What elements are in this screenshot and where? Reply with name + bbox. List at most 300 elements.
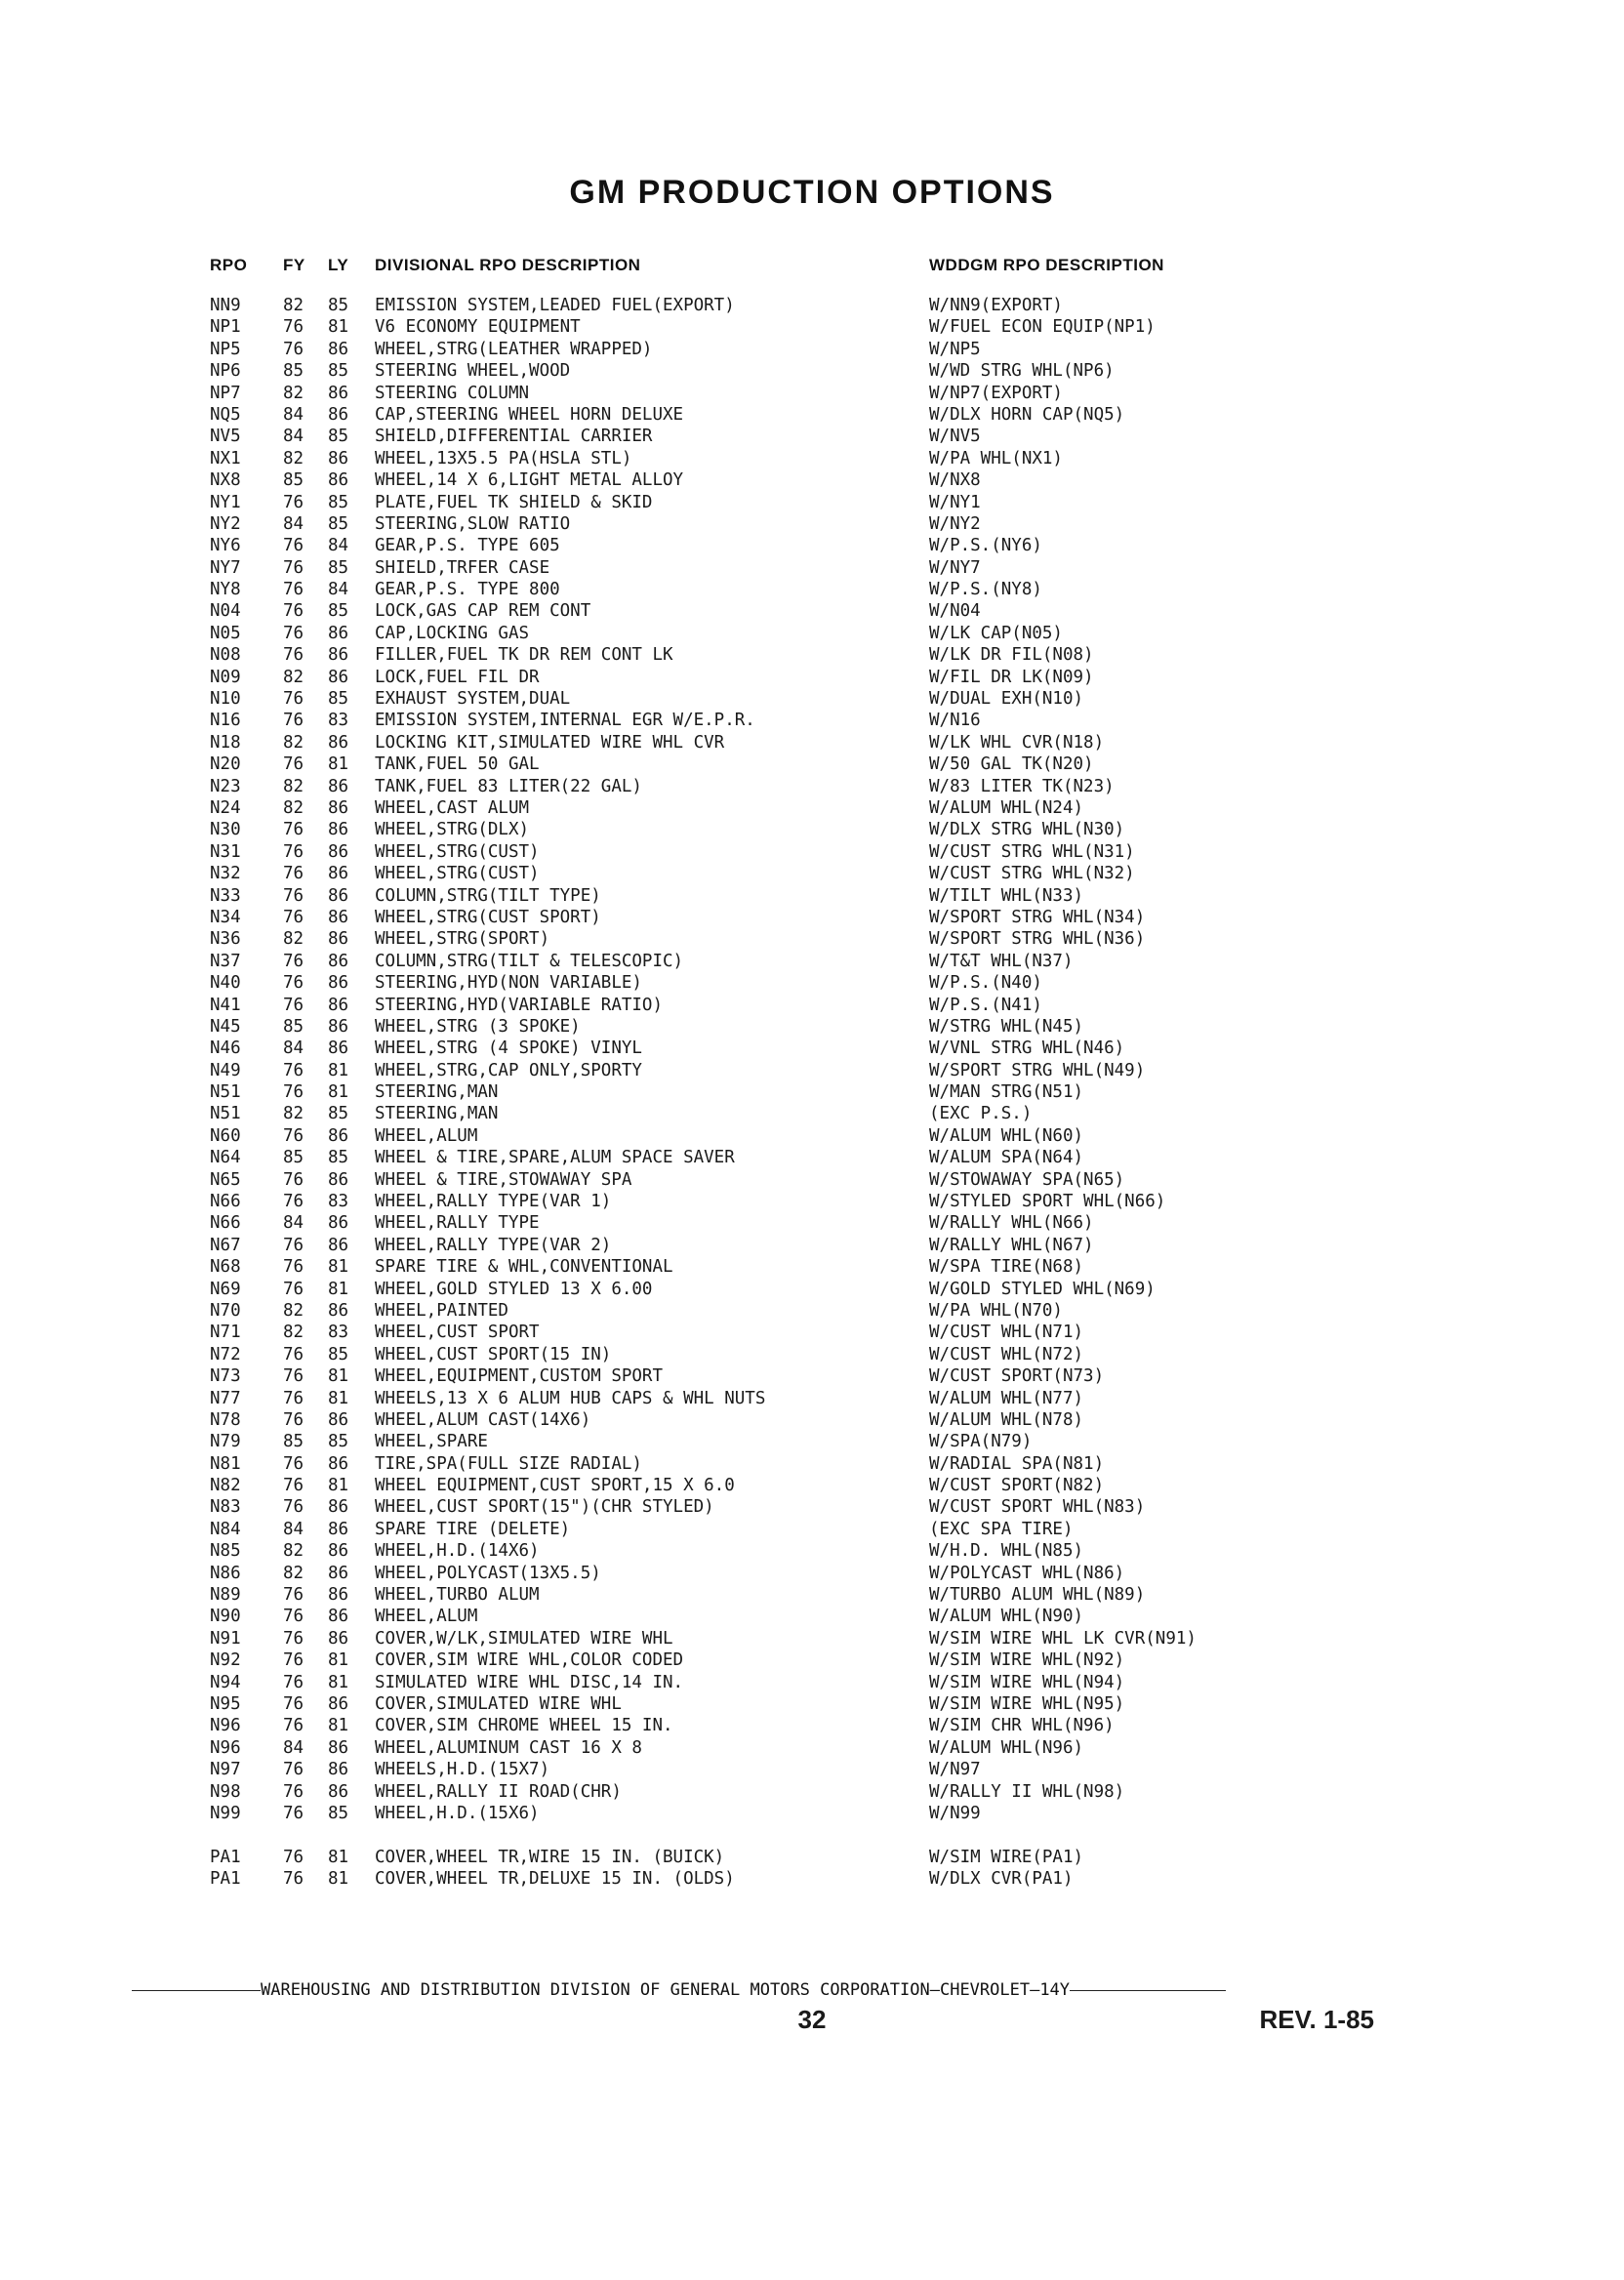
fy-cell: 85 <box>283 1148 304 1168</box>
divisional-description-cell: COVER,WHEEL TR,WIRE 15 IN. (BUICK) <box>375 1847 725 1867</box>
header-divisional-description: DIVISIONAL RPO DESCRIPTION <box>375 256 641 274</box>
wddgm-description-cell: W/DLX HORN CAP(NQ5) <box>929 404 1125 425</box>
wddgm-description-cell: W/RALLY II WHL(N98) <box>929 1781 1125 1802</box>
wddgm-description-cell: W/RALLY WHL(N67) <box>929 1235 1094 1255</box>
wddgm-description-cell: (EXC SPA TIRE) <box>929 1519 1074 1539</box>
rpo-cell: N90 <box>210 1607 241 1627</box>
rpo-cell: NY8 <box>210 580 241 600</box>
fy-cell: 76 <box>283 645 304 666</box>
divisional-description-cell: WHEEL EQUIPMENT,CUST SPORT,15 X 6.0 <box>375 1476 735 1496</box>
divisional-description-cell: WHEEL,PAINTED <box>375 1300 508 1321</box>
fy-cell: 76 <box>283 623 304 643</box>
fy-cell: 76 <box>283 1476 304 1496</box>
wddgm-description-cell: W/83 LITER TK(N23) <box>929 776 1115 796</box>
ly-cell: 85 <box>328 492 349 512</box>
rpo-cell: N46 <box>210 1038 241 1059</box>
rpo-cell: N96 <box>210 1716 241 1736</box>
table-row <box>0 448 1624 469</box>
ly-cell: 81 <box>328 754 349 775</box>
ly-cell: 86 <box>328 1563 349 1583</box>
rpo-cell: N73 <box>210 1366 241 1387</box>
wddgm-description-cell: W/CUST STRG WHL(N32) <box>929 864 1135 884</box>
wddgm-description-cell: W/ALUM WHL(N24) <box>929 797 1084 818</box>
ly-cell: 86 <box>328 339 349 359</box>
rpo-cell: N24 <box>210 797 241 818</box>
rpo-cell: N85 <box>210 1541 241 1562</box>
divisional-description-cell: WHEEL,H.D.(14X6) <box>375 1541 540 1562</box>
rpo-cell: N96 <box>210 1737 241 1758</box>
divisional-description-cell: SPARE TIRE & WHL,CONVENTIONAL <box>375 1257 673 1278</box>
divisional-description-cell: COVER,SIM CHROME WHEEL 15 IN. <box>375 1716 673 1736</box>
wddgm-description-cell: W/RALLY WHL(N66) <box>929 1213 1094 1234</box>
divisional-description-cell: EMISSION SYSTEM,LEADED FUEL(EXPORT) <box>375 296 735 315</box>
rpo-cell: N68 <box>210 1257 241 1278</box>
ly-cell: 86 <box>328 864 349 884</box>
ly-cell: 86 <box>328 1607 349 1627</box>
table-row <box>0 1060 1624 1081</box>
fy-cell: 82 <box>283 1323 304 1343</box>
table-row <box>0 600 1624 622</box>
footer-rule-left <box>132 1990 261 1991</box>
table-row <box>0 644 1624 666</box>
rpo-cell: N23 <box>210 776 241 796</box>
divisional-description-cell: WHEELS,H.D.(15X7) <box>375 1760 550 1780</box>
wddgm-description-cell: W/NN9(EXPORT) <box>929 296 1063 315</box>
wddgm-description-cell: W/STRG WHL(N45) <box>929 1016 1084 1037</box>
ly-cell: 86 <box>328 1497 349 1518</box>
wddgm-description-cell: W/ALUM WHL(N77) <box>929 1388 1084 1408</box>
rpo-cell: N99 <box>210 1803 241 1823</box>
table-row <box>0 339 1624 360</box>
table-row <box>0 1235 1624 1256</box>
wddgm-description-cell: W/P.S.(NY6) <box>929 536 1042 556</box>
revision-label: REV. 1-85 <box>1259 2005 1374 2034</box>
table-row <box>0 1496 1624 1518</box>
divisional-description-cell: STEERING,SLOW RATIO <box>375 513 571 534</box>
divisional-description-cell: WHEEL,SPARE <box>375 1432 488 1452</box>
wddgm-description-cell: W/GOLD STYLED WHL(N69) <box>929 1279 1156 1299</box>
wddgm-description-cell: W/LK DR FIL(N08) <box>929 645 1094 666</box>
wddgm-description-cell: W/NY1 <box>929 492 981 512</box>
fy-cell: 76 <box>283 885 304 906</box>
table-row <box>0 688 1624 710</box>
divisional-description-cell: CAP,STEERING WHEEL HORN DELUXE <box>375 404 684 425</box>
rpo-cell: N95 <box>210 1694 241 1714</box>
ly-cell: 86 <box>328 1541 349 1562</box>
fy-cell: 76 <box>283 1192 304 1212</box>
ly-cell: 86 <box>328 448 349 468</box>
fy-cell: 76 <box>283 995 304 1015</box>
fy-cell: 76 <box>283 1716 304 1736</box>
ly-cell: 86 <box>328 1016 349 1037</box>
table-row <box>0 1103 1624 1124</box>
ly-cell: 85 <box>328 361 349 382</box>
fy-cell: 76 <box>283 1847 304 1867</box>
rpo-cell: NX1 <box>210 448 241 468</box>
rpo-cell: N10 <box>210 689 241 710</box>
table-row <box>0 513 1624 535</box>
wddgm-description-cell: W/ALUM WHL(N96) <box>929 1737 1084 1758</box>
rpo-cell: NY6 <box>210 536 241 556</box>
table-row <box>0 972 1624 994</box>
divisional-description-cell: WHEEL,RALLY TYPE(VAR 1) <box>375 1192 612 1212</box>
table-row <box>0 1431 1624 1452</box>
table-row <box>0 667 1624 688</box>
wddgm-description-cell: W/DLX STRG WHL(N30) <box>929 820 1125 840</box>
rpo-cell: N20 <box>210 754 241 775</box>
ly-cell: 81 <box>328 1650 349 1671</box>
ly-cell: 84 <box>328 580 349 600</box>
table-row <box>0 1409 1624 1431</box>
divisional-description-cell: WHEEL,ALUM CAST(14X6) <box>375 1409 591 1430</box>
ly-cell: 81 <box>328 1869 349 1890</box>
table-row <box>0 1824 1624 1846</box>
divisional-description-cell: WHEEL,H.D.(15X6) <box>375 1803 540 1823</box>
ly-cell: 86 <box>328 1694 349 1714</box>
table-row <box>0 1147 1624 1168</box>
divisional-description-cell: FILLER,FUEL TK DR REM CONT LK <box>375 645 673 666</box>
rpo-cell: N34 <box>210 907 241 927</box>
divisional-description-cell: COLUMN,STRG(TILT TYPE) <box>375 885 601 906</box>
rpo-cell: N40 <box>210 973 241 994</box>
wddgm-description-cell: W/NX8 <box>929 470 981 491</box>
rpo-cell: N09 <box>210 667 241 687</box>
fy-cell: 76 <box>283 689 304 710</box>
divisional-description-cell: WHEEL,CUST SPORT(15 IN) <box>375 1344 612 1364</box>
footer <box>132 1978 1381 2002</box>
rpo-cell: N77 <box>210 1388 241 1408</box>
divisional-description-cell: COVER,W/LK,SIMULATED WIRE WHL <box>375 1628 673 1649</box>
divisional-description-cell: WHEEL,RALLY TYPE(VAR 2) <box>375 1235 612 1255</box>
ly-cell: 86 <box>328 383 349 403</box>
fy-cell: 76 <box>283 820 304 840</box>
fy-cell: 76 <box>283 973 304 994</box>
table-row <box>0 1540 1624 1562</box>
wddgm-description-cell: W/SPORT STRG WHL(N34) <box>929 907 1146 927</box>
table-row <box>0 295 1624 316</box>
wddgm-description-cell: W/TILT WHL(N33) <box>929 885 1084 906</box>
rpo-cell: N31 <box>210 841 241 862</box>
rpo-cell: N65 <box>210 1169 241 1190</box>
table-row <box>0 797 1624 819</box>
rpo-cell: NX8 <box>210 470 241 491</box>
wddgm-description-cell: W/SIM WIRE(PA1) <box>929 1847 1084 1867</box>
rpo-cell: NP5 <box>210 339 241 359</box>
wddgm-description-cell: W/T&T WHL(N37) <box>929 951 1074 971</box>
header-wddgm-description: WDDGM RPO DESCRIPTION <box>929 256 1164 274</box>
fy-cell: 85 <box>283 470 304 491</box>
table-row <box>0 579 1624 600</box>
divisional-description-cell: WHEEL,CUST SPORT(15")(CHR STYLED) <box>375 1497 714 1518</box>
divisional-description-cell: TANK,FUEL 83 LITER(22 GAL) <box>375 776 642 796</box>
divisional-description-cell: STEERING,HYD(NON VARIABLE) <box>375 973 642 994</box>
ly-cell: 81 <box>328 1060 349 1080</box>
fy-cell: 76 <box>283 317 304 338</box>
wddgm-description-cell: W/SIM WIRE WHL(N94) <box>929 1672 1125 1692</box>
wddgm-description-cell: W/LK CAP(N05) <box>929 623 1063 643</box>
ly-cell: 85 <box>328 601 349 622</box>
ly-cell: 85 <box>328 689 349 710</box>
table-row <box>0 951 1624 972</box>
page-title: GM PRODUCTION OPTIONS <box>569 174 1055 211</box>
rpo-cell: N72 <box>210 1344 241 1364</box>
wddgm-description-cell: W/SIM WIRE WHL LK CVR(N91) <box>929 1628 1197 1649</box>
divisional-description-cell: WHEEL,ALUMINUM CAST 16 X 8 <box>375 1737 642 1758</box>
fy-cell: 76 <box>283 1803 304 1823</box>
divisional-description-cell: COVER,SIMULATED WIRE WHL <box>375 1694 622 1714</box>
fy-cell: 76 <box>283 1628 304 1649</box>
footer-rule-right <box>1070 1990 1226 1991</box>
rpo-cell: N66 <box>210 1192 241 1212</box>
wddgm-description-cell: W/P.S.(NY8) <box>929 580 1042 600</box>
divisional-description-cell: WHEEL,GOLD STYLED 13 X 6.00 <box>375 1279 653 1299</box>
ly-cell: 85 <box>328 557 349 578</box>
divisional-description-cell: PLATE,FUEL TK SHIELD & SKID <box>375 492 653 512</box>
ly-cell: 86 <box>328 973 349 994</box>
table-row <box>0 1672 1624 1693</box>
rpo-cell: N51 <box>210 1104 241 1124</box>
ly-cell: 86 <box>328 1038 349 1059</box>
table-row <box>0 1256 1624 1278</box>
fy-cell: 76 <box>283 1760 304 1780</box>
table-row <box>0 1584 1624 1606</box>
wddgm-description-cell: W/NP5 <box>929 339 981 359</box>
fy-cell: 82 <box>283 776 304 796</box>
ly-cell: 85 <box>328 1104 349 1124</box>
ly-cell: 86 <box>328 732 349 753</box>
divisional-description-cell: WHEEL,STRG (3 SPOKE) <box>375 1016 581 1037</box>
wddgm-description-cell: W/NY2 <box>929 513 981 534</box>
fy-cell: 84 <box>283 1038 304 1059</box>
divisional-description-cell: WHEEL,STRG(CUST) <box>375 864 540 884</box>
fy-cell: 76 <box>283 580 304 600</box>
divisional-description-cell: SHIELD,TRFER CASE <box>375 557 550 578</box>
table-row <box>0 1081 1624 1103</box>
ly-cell: 81 <box>328 1476 349 1496</box>
table-row <box>0 1563 1624 1584</box>
ly-cell: 81 <box>328 1672 349 1692</box>
fy-cell: 84 <box>283 427 304 447</box>
wddgm-description-cell: W/WD STRG WHL(NP6) <box>929 361 1115 382</box>
rpo-cell: N67 <box>210 1235 241 1255</box>
fy-cell: 76 <box>283 1781 304 1802</box>
fy-cell: 76 <box>283 339 304 359</box>
rpo-cell: N82 <box>210 1476 241 1496</box>
divisional-description-cell: WHEEL,ALUM <box>375 1607 478 1627</box>
wddgm-description-cell: W/50 GAL TK(N20) <box>929 754 1094 775</box>
table-row <box>0 1715 1624 1736</box>
table-row <box>0 1344 1624 1365</box>
table-row <box>0 1038 1624 1059</box>
ly-cell: 86 <box>328 470 349 491</box>
fy-cell: 76 <box>283 907 304 927</box>
ly-cell: 86 <box>328 1213 349 1234</box>
wddgm-description-cell: W/RADIAL SPA(N81) <box>929 1453 1105 1474</box>
table-row <box>0 1125 1624 1147</box>
ly-cell: 86 <box>328 1585 349 1606</box>
divisional-description-cell: WHEEL,POLYCAST(13X5.5) <box>375 1563 601 1583</box>
divisional-description-cell: SPARE TIRE (DELETE) <box>375 1519 571 1539</box>
table-row <box>0 383 1624 404</box>
table-row <box>0 316 1624 338</box>
wddgm-description-cell: W/N16 <box>929 711 981 731</box>
ly-cell: 81 <box>328 1082 349 1103</box>
wddgm-description-cell: W/NV5 <box>929 427 981 447</box>
wddgm-description-cell: W/STOWAWAY SPA(N65) <box>929 1169 1125 1190</box>
fy-cell: 76 <box>283 1366 304 1387</box>
rpo-cell: N79 <box>210 1432 241 1452</box>
ly-cell: 85 <box>328 1344 349 1364</box>
ly-cell: 86 <box>328 1409 349 1430</box>
table-row <box>0 1475 1624 1496</box>
fy-cell: 76 <box>283 951 304 971</box>
divisional-description-cell: WHEEL,STRG (4 SPOKE) VINYL <box>375 1038 642 1059</box>
ly-cell: 86 <box>328 1760 349 1780</box>
rpo-cell: NQ5 <box>210 404 241 425</box>
rpo-cell: N36 <box>210 929 241 950</box>
ly-cell: 86 <box>328 820 349 840</box>
divisional-description-cell: WHEEL,CUST SPORT <box>375 1323 540 1343</box>
fy-cell: 82 <box>283 1104 304 1124</box>
fy-cell: 76 <box>283 557 304 578</box>
table-row <box>0 885 1624 907</box>
wddgm-description-cell: W/NY7 <box>929 557 981 578</box>
wddgm-description-cell: W/CUST SPORT(N82) <box>929 1476 1105 1496</box>
table-row <box>0 1759 1624 1780</box>
wddgm-description-cell: W/TURBO ALUM WHL(N89) <box>929 1585 1146 1606</box>
rpo-cell: NY7 <box>210 557 241 578</box>
fy-cell: 76 <box>283 1344 304 1364</box>
ly-cell: 86 <box>328 667 349 687</box>
rpo-cell: N18 <box>210 732 241 753</box>
ly-cell: 86 <box>328 776 349 796</box>
rpo-cell: N84 <box>210 1519 241 1539</box>
fy-cell: 82 <box>283 383 304 403</box>
table-row <box>0 360 1624 382</box>
ly-cell: 86 <box>328 841 349 862</box>
divisional-description-cell: STEERING,MAN <box>375 1082 499 1103</box>
wddgm-description-cell: (EXC P.S.) <box>929 1104 1033 1124</box>
wddgm-description-cell: W/N97 <box>929 1760 981 1780</box>
rpo-cell: N70 <box>210 1300 241 1321</box>
fy-cell: 76 <box>283 1497 304 1518</box>
table-row <box>0 469 1624 491</box>
divisional-description-cell: SHIELD,DIFFERENTIAL CARRIER <box>375 427 653 447</box>
header-fy: FY <box>283 256 305 274</box>
wddgm-description-cell: W/DLX CVR(PA1) <box>929 1869 1074 1890</box>
table-row <box>0 623 1624 644</box>
wddgm-description-cell: W/SPORT STRG WHL(N49) <box>929 1060 1146 1080</box>
divisional-description-cell: GEAR,P.S. TYPE 605 <box>375 536 560 556</box>
rpo-cell: N41 <box>210 995 241 1015</box>
rpo-cell: PA1 <box>210 1869 241 1890</box>
fy-cell: 84 <box>283 1519 304 1539</box>
divisional-description-cell: LOCKING KIT,SIMULATED WIRE WHL CVR <box>375 732 725 753</box>
fy-cell: 76 <box>283 1650 304 1671</box>
table-row <box>0 1649 1624 1671</box>
wddgm-description-cell: W/P.S.(N41) <box>929 995 1042 1015</box>
divisional-description-cell: STEERING COLUMN <box>375 383 530 403</box>
rpo-cell: N89 <box>210 1585 241 1606</box>
fy-cell: 82 <box>283 1563 304 1583</box>
fy-cell: 76 <box>283 1125 304 1146</box>
fy-cell: 76 <box>283 1453 304 1474</box>
ly-cell: 86 <box>328 1300 349 1321</box>
wddgm-description-cell: W/N99 <box>929 1803 981 1823</box>
rpo-cell: N83 <box>210 1497 241 1518</box>
fy-cell: 84 <box>283 404 304 425</box>
table-row <box>0 1191 1624 1212</box>
fy-cell: 76 <box>283 1607 304 1627</box>
ly-cell: 81 <box>328 1388 349 1408</box>
wddgm-description-cell: W/PA WHL(N70) <box>929 1300 1063 1321</box>
ly-cell: 85 <box>328 427 349 447</box>
ly-cell: 83 <box>328 711 349 731</box>
table-row <box>0 995 1624 1016</box>
divisional-description-cell: WHEEL & TIRE,STOWAWAY SPA <box>375 1169 632 1190</box>
wddgm-description-cell: W/ALUM SPA(N64) <box>929 1148 1084 1168</box>
divisional-description-cell: STEERING WHEEL,WOOD <box>375 361 571 382</box>
fy-cell: 76 <box>283 1169 304 1190</box>
fy-cell: 85 <box>283 361 304 382</box>
ly-cell: 85 <box>328 1803 349 1823</box>
rpo-cell: N60 <box>210 1125 241 1146</box>
ly-cell: 86 <box>328 907 349 927</box>
wddgm-description-cell: W/SIM WIRE WHL(N95) <box>929 1694 1125 1714</box>
rpo-cell: NV5 <box>210 427 241 447</box>
divisional-description-cell: WHEEL,STRG(CUST) <box>375 841 540 862</box>
ly-cell: 83 <box>328 1192 349 1212</box>
ly-cell: 81 <box>328 1716 349 1736</box>
table-row <box>0 732 1624 753</box>
divisional-description-cell: WHEEL,STRG,CAP ONLY,SPORTY <box>375 1060 642 1080</box>
wddgm-description-cell: W/ALUM WHL(N60) <box>929 1125 1084 1146</box>
rpo-cell: N49 <box>210 1060 241 1080</box>
ly-cell: 85 <box>328 1148 349 1168</box>
wddgm-description-cell: W/CUST SPORT(N73) <box>929 1366 1105 1387</box>
fy-cell: 82 <box>283 296 304 315</box>
divisional-description-cell: WHEEL,RALLY TYPE <box>375 1213 540 1234</box>
rpo-cell: N91 <box>210 1628 241 1649</box>
wddgm-description-cell: W/LK WHL CVR(N18) <box>929 732 1105 753</box>
divisional-description-cell: WHEEL & TIRE,SPARE,ALUM SPACE SAVER <box>375 1148 735 1168</box>
divisional-description-cell: LOCK,FUEL FIL DR <box>375 667 540 687</box>
table-row <box>0 1606 1624 1627</box>
table-row <box>0 1803 1624 1824</box>
fy-cell: 76 <box>283 1672 304 1692</box>
table-row <box>0 1519 1624 1540</box>
rpo-cell: N64 <box>210 1148 241 1168</box>
wddgm-description-cell: W/STYLED SPORT WHL(N66) <box>929 1192 1166 1212</box>
footer-text: WAREHOUSING AND DISTRIBUTION DIVISION OF GENERAL MOTORS CORPORATION—CHEVROLET—14Y <box>261 1980 1071 2000</box>
divisional-description-cell: TIRE,SPA(FULL SIZE RADIAL) <box>375 1453 642 1474</box>
fy-cell: 76 <box>283 1082 304 1103</box>
ly-cell: 86 <box>328 995 349 1015</box>
fy-cell: 76 <box>283 1388 304 1408</box>
table-row <box>0 1322 1624 1343</box>
wddgm-description-cell: W/FIL DR LK(N09) <box>929 667 1094 687</box>
divisional-description-cell: WHEEL,STRG(SPORT) <box>375 929 550 950</box>
rpo-cell: NY1 <box>210 492 241 512</box>
table-row <box>0 841 1624 863</box>
table-row <box>0 1693 1624 1715</box>
wddgm-description-cell: W/N04 <box>929 601 981 622</box>
fy-cell: 76 <box>283 1060 304 1080</box>
table-row <box>0 557 1624 579</box>
divisional-description-cell: WHEEL,14 X 6,LIGHT METAL ALLOY <box>375 470 684 491</box>
ly-cell: 86 <box>328 1125 349 1146</box>
fy-cell: 84 <box>283 1213 304 1234</box>
